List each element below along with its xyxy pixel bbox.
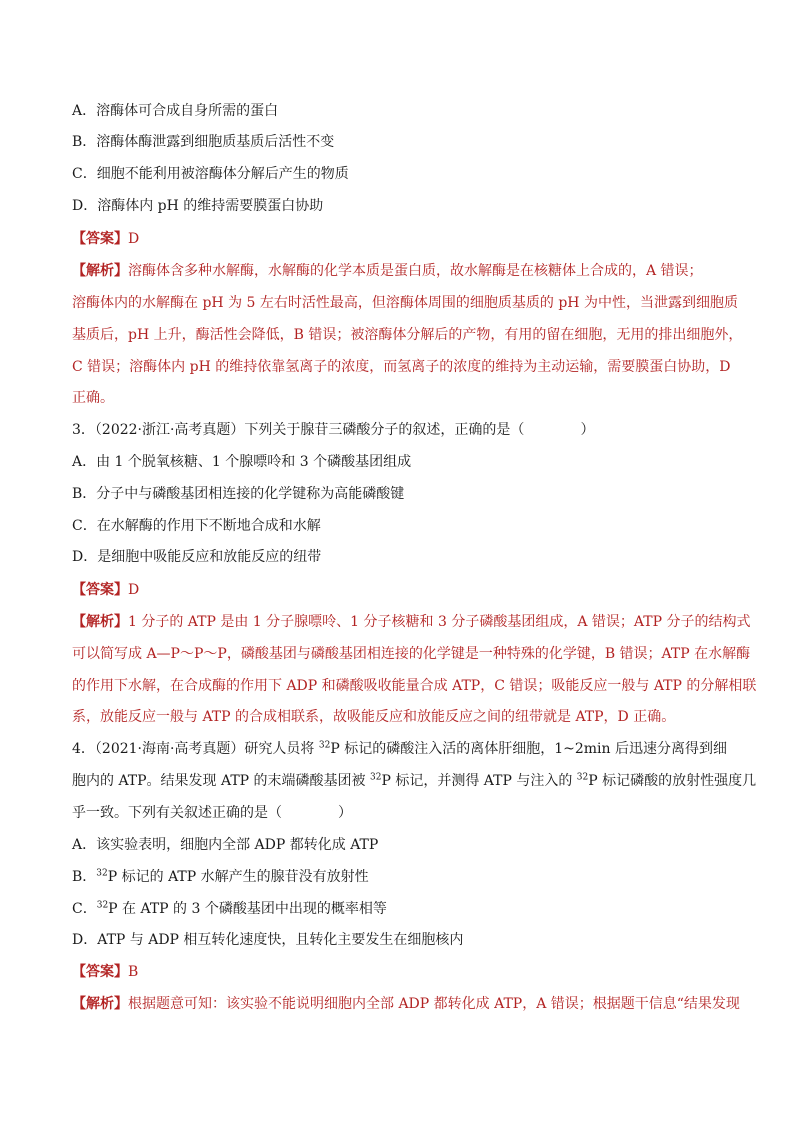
q3-stem-text: 3．（2022·浙江·高考真题）下列关于腺苷三磷酸分子的叙述，正确的是（ <box>72 422 525 438</box>
q3-option-b: B．分子中与磷酸基团相连接的化学键称为高能磷酸键 <box>72 486 405 502</box>
answer-label: 【答案】 <box>72 231 128 247</box>
option-text: P 在 ATP 的 3 个磷酸基团中出现的概率相等 <box>108 901 387 917</box>
isotope-superscript: 32 <box>96 900 109 911</box>
q2-option-b: B．溶酶体酶泄露到细胞质基质后活性不变 <box>72 134 335 150</box>
q2-answer <box>72 229 732 249</box>
q4-stem-text: 胞内的 ATP。结果发现 ATP 的末端磷酸基团被 <box>72 773 371 789</box>
q2-analysis-line-2: 溶酶体内的水解酶在 pH 为 5 左右时活性最高，但溶酶体周围的细胞质基质的 pH 为中性，当泄露到细胞质 <box>72 295 738 311</box>
q2-option-a: A．溶酶体可合成自身所需的蛋白 <box>72 103 279 119</box>
q3-analysis-line-2: 可以简写成 A—P～P～P，磷酸基团与磷酸基团相连接的化学键是一种特殊的化学键，B 错误；ATP 在水解酶 <box>72 646 751 662</box>
q4-stem-close: ） <box>338 805 352 821</box>
q3-option-d: D．是细胞中吸能反应和放能反应的纽带 <box>72 549 322 565</box>
isotope-superscript: 32 <box>318 740 331 751</box>
q2-analysis-line-1 <box>72 261 732 281</box>
analysis-text: 1 分子的 ATP 是由 1 分子腺嘌呤、1 分子核糖和 3 分子磷酸基团组成，A 错误；ATP 分子的结构式 <box>128 614 751 630</box>
q4-answer <box>72 962 732 982</box>
option-letter: C． <box>72 901 97 917</box>
isotope-superscript: 32 <box>576 772 589 783</box>
q2-analysis-line-5: 正确。 <box>72 390 114 406</box>
q3-answer <box>72 580 732 600</box>
answer-value: D <box>128 582 140 598</box>
analysis-text: 根据题意可知：该实验不能说明细胞内全部 ADP 都转化成 ATP，A 错误；根据题干信息“结果发现 <box>128 996 740 1012</box>
answer-label: 【答案】 <box>72 582 128 598</box>
analysis-label: 【解析】 <box>72 614 128 630</box>
analysis-label: 【解析】 <box>72 263 128 279</box>
analysis-label: 【解析】 <box>72 996 128 1012</box>
q4-option-b <box>72 867 732 887</box>
q2-analysis-line-3: 基质后，pH 上升，酶活性会降低，B 错误；被溶酶体分解后的产物，有用的留在细胞，无用的排出细胞外， <box>72 327 743 343</box>
q4-stem-text: 乎一致。下列有关叙述正确的是（ <box>72 805 282 821</box>
q3-option-a: A．由 1 个脱氧核糖、1 个腺嘌呤和 3 个磷酸基团组成 <box>72 454 412 470</box>
q4-option-d: D．ATP 与 ADP 相互转化速度快，且转化主要发生在细胞核内 <box>72 932 464 948</box>
q4-option-a: A．该实验表明，细胞内全部 ADP 都转化成 ATP <box>72 837 379 853</box>
q4-stem-line-2 <box>72 771 757 791</box>
option-letter: B． <box>72 869 97 885</box>
q4-option-c <box>72 899 732 919</box>
answer-label: 【答案】 <box>72 964 128 980</box>
q2-option-c: C．细胞不能利用被溶酶体分解后产生的物质 <box>72 166 349 182</box>
analysis-text: 溶酶体含多种水解酶，水解酶的化学本质是蛋白质，故水解酶是在核糖体上合成的，A 错误； <box>128 263 703 279</box>
q2-analysis-line-4: C 错误；溶酶体内 pH 的维持依靠氢离子的浓度，而氢离子的浓度的维持为主动运输，需要膜蛋白协助，D <box>72 359 731 375</box>
option-text: P 标记的 ATP 水解产生的腺苷没有放射性 <box>107 869 369 885</box>
q3-option-c: C．在水解酶的作用下不断地合成和水解 <box>72 518 321 534</box>
q3-analysis-line-4: 系，放能反应一般与 ATP 的合成相联系，故吸能反应和放能反应之间的纽带就是 ATP，D 正确。 <box>72 709 676 725</box>
q3-analysis-line-3: 的作用下水解，在合成酶的作用下 ADP 和磷酸吸收能量合成 ATP，C 错误；吸能反应一般与 ATP 的分解相联 <box>72 678 757 694</box>
q4-stem-text: 4．（2021·海南·高考真题）研究人员将 <box>72 741 319 757</box>
q4-analysis-line-1 <box>72 994 740 1014</box>
answer-value: B <box>128 964 139 980</box>
q3-analysis-line-1 <box>72 612 751 632</box>
answer-value: D <box>128 231 140 247</box>
q3-stem <box>72 420 732 440</box>
q4-stem-text: P 标记，并测得 ATP 与注入的 <box>381 773 577 789</box>
q4-stem-line-1 <box>72 739 732 759</box>
isotope-superscript: 32 <box>370 772 382 783</box>
q2-option-d: D．溶酶体内 pH 的维持需要膜蛋白协助 <box>72 198 324 214</box>
isotope-superscript: 32 <box>96 868 108 879</box>
q3-stem-close: ） <box>580 422 595 438</box>
q4-stem-text: P 标记的磷酸注入活的离体肝细胞，1~2min 后迅速分离得到细 <box>330 741 727 757</box>
q4-stem-line-3 <box>72 803 732 823</box>
q4-stem-text: P 标记磷酸的放射性强度几 <box>588 773 757 789</box>
